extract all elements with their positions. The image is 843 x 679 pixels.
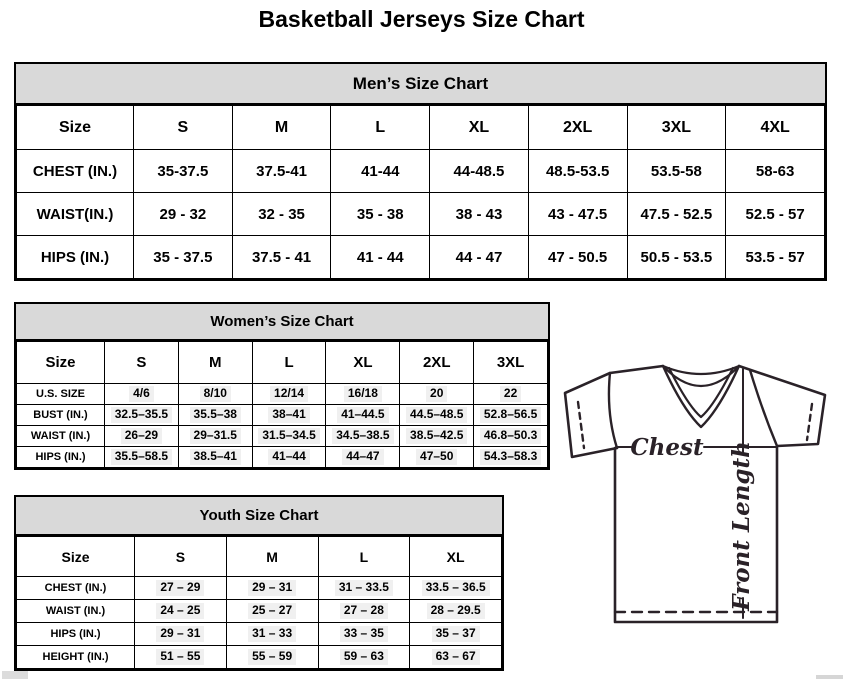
value-text: 28 – 29.5 [427, 603, 485, 618]
value-cell [326, 426, 400, 447]
value-text: 29–31.5 [190, 428, 241, 443]
row-label-cell: U.S. SIZE [17, 384, 105, 405]
value-cell [400, 447, 474, 468]
value-cell [410, 646, 502, 669]
jersey-collar-back-top [663, 366, 739, 374]
value-cell [135, 623, 227, 646]
table-row [17, 577, 502, 600]
value-cell: 53.5 - 57 [726, 236, 825, 279]
header-cell: XL [410, 537, 502, 577]
table-row [17, 623, 502, 646]
value-cell: 29 - 32 [134, 193, 233, 236]
header-cell: M [178, 342, 252, 384]
value-text: 41–44 [268, 449, 309, 464]
value-cell [318, 577, 410, 600]
row-label-cell: CHEST (IN.) [17, 577, 135, 600]
value-cell [318, 600, 410, 623]
row-label-cell: WAIST (IN.) [17, 426, 105, 447]
header-cell: Size [17, 106, 134, 150]
value-cell [400, 426, 474, 447]
header-cell: XL [430, 106, 529, 150]
value-cell [135, 646, 227, 669]
value-cell [326, 405, 400, 426]
value-cell: 48.5-53.5 [528, 150, 627, 193]
value-text: 38.5–42.5 [406, 428, 467, 443]
table-header-row [17, 106, 825, 150]
row-label-cell: HIPS (IN.) [17, 623, 135, 646]
value-cell [105, 384, 179, 405]
value-cell: 35-37.5 [134, 150, 233, 193]
value-cell [226, 623, 318, 646]
value-cell [252, 447, 326, 468]
row-label-cell: CHEST (IN.) [17, 150, 134, 193]
left-cuff-dashed-seam [578, 402, 584, 448]
table-row [17, 405, 548, 426]
value-cell [226, 600, 318, 623]
value-cell [178, 426, 252, 447]
header-cell: S [105, 342, 179, 384]
table-row [17, 447, 548, 468]
value-cell: 50.5 - 53.5 [627, 236, 726, 279]
value-text: 25 – 27 [248, 603, 296, 618]
table-header-row [17, 342, 548, 384]
value-cell [410, 600, 502, 623]
value-text: 63 – 67 [432, 649, 480, 664]
value-cell [410, 577, 502, 600]
page-title: Basketball Jerseys Size Chart [258, 6, 585, 32]
value-text: 33 – 35 [340, 626, 388, 641]
table-row [17, 600, 502, 623]
value-text: 24 – 25 [156, 603, 204, 618]
value-text: 54.3–58.3 [480, 449, 541, 464]
header-cell: 2XL [400, 342, 474, 384]
table-row [17, 426, 548, 447]
header-cell: L [331, 106, 430, 150]
value-cell: 35 - 38 [331, 193, 430, 236]
value-text: 27 – 29 [156, 580, 204, 595]
row-label-cell: WAIST (IN.) [17, 600, 135, 623]
front-length-label: Front Length [728, 441, 755, 611]
table-row [17, 236, 825, 279]
value-text: 8/10 [200, 386, 231, 401]
value-text: 35.5–58.5 [111, 449, 172, 464]
value-text: 35 – 37 [432, 626, 480, 641]
value-text: 51 – 55 [156, 649, 204, 664]
value-text: 55 – 59 [248, 649, 296, 664]
chest-label: Chest [630, 434, 704, 461]
mens-table-title: Men’s Size Chart [16, 64, 825, 105]
value-cell [105, 405, 179, 426]
value-text: 46.8–50.3 [480, 428, 541, 443]
value-cell [326, 384, 400, 405]
value-cell [400, 405, 474, 426]
value-text: 38–41 [268, 407, 309, 422]
value-cell: 38 - 43 [430, 193, 529, 236]
value-text: 38.5–41 [190, 449, 241, 464]
youth-size-chart-table [14, 495, 504, 671]
value-cell: 32 - 35 [232, 193, 331, 236]
bottom-right-artifact [816, 675, 843, 679]
table-row [17, 384, 548, 405]
value-cell: 43 - 47.5 [528, 193, 627, 236]
row-label-cell: HIPS (IN.) [17, 447, 105, 468]
header-cell: Size [17, 537, 135, 577]
header-cell: Size [17, 342, 105, 384]
value-text: 47–50 [416, 449, 457, 464]
value-cell [226, 646, 318, 669]
table-row [17, 193, 825, 236]
value-cell: 47.5 - 52.5 [627, 193, 726, 236]
value-cell [410, 623, 502, 646]
value-cell: 44-48.5 [430, 150, 529, 193]
value-cell: 53.5-58 [627, 150, 726, 193]
value-cell [318, 623, 410, 646]
youth-table-grid [16, 536, 502, 669]
value-text: 29 – 31 [248, 580, 296, 595]
table-row [17, 150, 825, 193]
header-cell: 2XL [528, 106, 627, 150]
header-cell: 3XL [627, 106, 726, 150]
right-cuff-dashed-seam [807, 404, 812, 440]
value-cell: 44 - 47 [430, 236, 529, 279]
value-text: 44.5–48.5 [406, 407, 467, 422]
value-text: 31.5–34.5 [258, 428, 319, 443]
value-text: 32.5–35.5 [111, 407, 172, 422]
value-cell [135, 600, 227, 623]
value-text: 4/6 [129, 386, 154, 401]
value-cell [252, 384, 326, 405]
value-text: 44–47 [342, 449, 383, 464]
table-header-row [17, 537, 502, 577]
value-cell [474, 426, 548, 447]
value-cell [474, 447, 548, 468]
value-text: 52.8–56.5 [480, 407, 541, 422]
jersey-vneck-inner [669, 368, 733, 417]
value-cell: 52.5 - 57 [726, 193, 825, 236]
value-cell [178, 405, 252, 426]
value-cell: 37.5 - 41 [232, 236, 331, 279]
value-text: 16/18 [344, 386, 382, 401]
value-cell [105, 447, 179, 468]
value-text: 33.5 – 36.5 [422, 580, 490, 595]
row-label-cell: HEIGHT (IN.) [17, 646, 135, 669]
mens-size-chart-table [14, 62, 827, 281]
jersey-measurement-diagram [556, 358, 843, 630]
value-cell [135, 577, 227, 600]
value-cell [226, 577, 318, 600]
value-text: 29 – 31 [156, 626, 204, 641]
value-text: 34.5–38.5 [332, 428, 393, 443]
header-cell: M [232, 106, 331, 150]
value-cell [474, 405, 548, 426]
mens-table-grid [16, 105, 825, 279]
header-cell: 3XL [474, 342, 548, 384]
jersey-right-armhole-seam [750, 370, 777, 446]
youth-table-title: Youth Size Chart [16, 497, 502, 536]
header-cell: S [135, 537, 227, 577]
header-cell: L [318, 537, 410, 577]
value-text: 35.5–38 [190, 407, 241, 422]
header-cell: S [134, 106, 233, 150]
bottom-left-artifact [2, 671, 28, 679]
header-cell: M [226, 537, 318, 577]
value-text: 26–29 [121, 428, 162, 443]
value-text: 31 – 33.5 [335, 580, 393, 595]
value-text: 41–44.5 [337, 407, 388, 422]
value-cell [252, 426, 326, 447]
value-cell [326, 447, 400, 468]
value-cell [318, 646, 410, 669]
value-cell: 47 - 50.5 [528, 236, 627, 279]
row-label-cell: HIPS (IN.) [17, 236, 134, 279]
value-cell [474, 384, 548, 405]
value-cell [252, 405, 326, 426]
value-cell: 35 - 37.5 [134, 236, 233, 279]
header-cell: L [252, 342, 326, 384]
value-cell [105, 426, 179, 447]
value-cell: 37.5-41 [232, 150, 331, 193]
row-label-cell: WAIST(IN.) [17, 193, 134, 236]
value-cell: 41-44 [331, 150, 430, 193]
value-cell [178, 447, 252, 468]
jersey-left-armhole-seam [609, 373, 617, 448]
womens-table-grid [16, 341, 548, 468]
womens-table-title: Women’s Size Chart [16, 304, 548, 341]
value-text: 12/14 [270, 386, 308, 401]
value-cell [178, 384, 252, 405]
womens-size-chart-table [14, 302, 550, 470]
value-cell: 58-63 [726, 150, 825, 193]
row-label-cell: BUST (IN.) [17, 405, 105, 426]
value-text: 27 – 28 [340, 603, 388, 618]
value-text: 59 – 63 [340, 649, 388, 664]
value-text: 20 [426, 386, 447, 401]
value-text: 22 [500, 386, 521, 401]
value-cell [400, 384, 474, 405]
value-text: 31 – 33 [248, 626, 296, 641]
header-cell: XL [326, 342, 400, 384]
table-row [17, 646, 502, 669]
value-cell: 41 - 44 [331, 236, 430, 279]
header-cell: 4XL [726, 106, 825, 150]
